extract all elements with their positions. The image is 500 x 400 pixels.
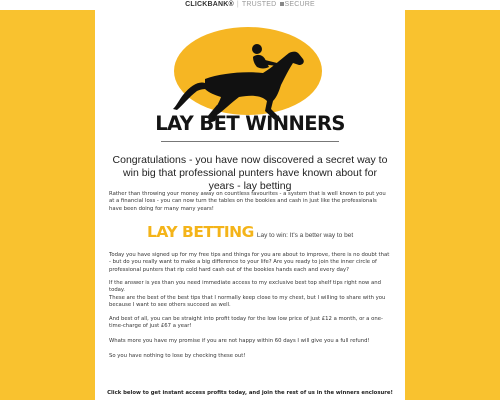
clickbank-trust-bar [0,0,500,10]
trusted-label: TRUSTED [241,1,277,8]
cta-text: Click below to get instant access profits today, and join the rest of us in the winners enclosure! [107,390,393,396]
banner-subtitle: Lay to win: It's a better way to bet [256,232,354,239]
main-content [95,10,405,400]
logo-title: LAY BET WINNERS [155,112,345,135]
body-paragraph-6: So you have nothing to lose by checking these out! [109,353,246,359]
separator: | [236,1,239,8]
headline: Congratulations - you have now discovered a secret way to win big that professional punters have known about for years - lay betting [112,154,388,192]
body-paragraph-4: And best of all, you can be straight into profit today for the low low price of just £12 a month, or a one-time-charge of just £67 a year! [109,316,383,330]
clickbank-brand: CLICKBANK® [185,1,234,8]
body-paragraph-1: Today you have signed up for my free tips and things for you are about to improve, there is no doubt that - but do you really want to make a big difference to your life? Are you ready to join the inner circle of professional punters that rip cold hard cash out of the bookies hands each and every day? [109,252,390,273]
lay-betting-banner [147,223,367,242]
logo-circle [174,27,322,115]
body-paragraph-2: If the answer is yes than you need immediate access to my exclusive best top shelf tips right now and today. [109,280,381,294]
banner-title: LAY BETTING [147,223,254,241]
right-gold-panel [405,10,500,400]
intro-paragraph: Rather than throwing your money away on countless favourites - a system that is well known to put you at a financial loss - you can now turn the tables on the bookies and cash in just like the professionals have been doing for many many years! [109,191,386,212]
left-gold-panel [0,10,95,400]
body-paragraph-5: Whats more you have my promise if you are not happy within 60 days I will give you a full refund! [109,338,370,344]
secure-label: SECURE [284,1,315,8]
logo-divider [161,141,339,142]
body-paragraph-3: These are the best of the best tips that I normally keep close to my chest, but I willing to share with you because I want to see others succeed as well. [109,295,386,309]
lock-icon [280,2,284,6]
